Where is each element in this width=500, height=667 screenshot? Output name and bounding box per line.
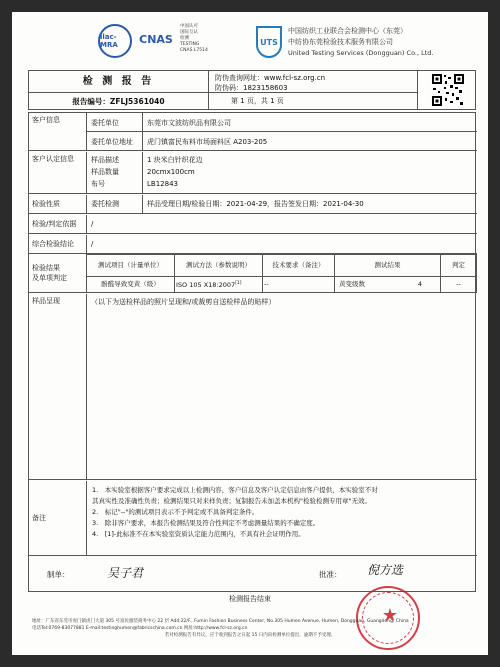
conclusion-label: 综合检验结论 xyxy=(29,235,87,253)
client-address-value: 虎门镇富民布料市场面料区 A203-205 xyxy=(147,138,268,146)
results-label-line: 及单项判定 xyxy=(32,274,67,282)
test-type-label: 检验性质 xyxy=(29,195,87,213)
result-judgement: -- xyxy=(441,277,477,293)
test-type-value: 委托检测 xyxy=(91,200,119,208)
remark-line: 1. 本实验室根据客户要求完成以上检测内容，客户信息及客户认定信息由客户提供，本实验室不对 xyxy=(92,486,378,494)
cnas-text: CNAS xyxy=(139,32,173,46)
signature-area xyxy=(29,557,475,592)
approved-label: 批准： xyxy=(319,570,342,579)
cnas-line: 国际互认 xyxy=(180,30,198,35)
column-divider xyxy=(142,152,143,194)
header-method: 测试方法（参数说明） xyxy=(175,255,263,277)
page-number: 第 1 页，共 1 页 xyxy=(231,97,284,105)
results-table-wrap xyxy=(87,255,477,292)
remark-line: 3. 除非客户要求，本报告检测结果及符合性判定不考虑测量结果的不确定度。 xyxy=(92,519,320,527)
report-footer xyxy=(32,618,468,639)
sample-view-label: 样品呈现 xyxy=(29,294,87,479)
basis-value: / xyxy=(91,220,94,228)
ilac-text: ilac-MRA xyxy=(100,33,118,49)
report-title: 检 测 报 告 xyxy=(82,76,155,87)
remark-line: 2. 标记"--"的测试项目表示不予判定或不具备判定条件。 xyxy=(92,508,259,516)
org-name-en: United Testing Services (Dongguan) Co., Ltd. xyxy=(288,49,434,57)
org-name-cn-2: 中纺协东莞检验技术服务有限公司 xyxy=(288,38,393,46)
qr-cell xyxy=(417,71,477,110)
sample-info-label: 客户认定信息 xyxy=(29,152,87,193)
remarks-label: 备注 xyxy=(29,481,87,555)
sample-qty-label: 样品数量 xyxy=(91,168,119,176)
conclusion-content xyxy=(87,235,477,253)
header-item: 测试项目（计量单位） xyxy=(87,255,175,277)
made-by-signature: 吴子君 xyxy=(107,566,144,580)
header-result: 测试结果 xyxy=(335,255,441,277)
client-row xyxy=(87,113,477,132)
fabric-no-label: 布号 xyxy=(91,180,105,188)
column-divider xyxy=(142,113,143,151)
conclusion-value: / xyxy=(91,240,94,248)
basis-label: 检验/判定依据 xyxy=(29,215,87,233)
remarks-section xyxy=(29,481,477,556)
approved-signature: 倪方选 xyxy=(367,563,404,577)
verify-url: 防伪查询网址：www.fcl-sz.org.cn xyxy=(215,74,326,82)
cnas-line: 检测 xyxy=(180,36,189,41)
cnas-accreditation xyxy=(180,24,220,54)
title-cell xyxy=(29,71,209,93)
footer-contact: 电话Tel:0769-83077881 E-mail:testinghumen@fabricschina.com.cn 网址:http://www.fcl-sz.org.cn xyxy=(32,626,248,631)
sample-qty-value: 20cmx100cm xyxy=(147,168,195,176)
sample-desc-value: 1 块米白针织花边 xyxy=(147,156,203,164)
sample-view-note: （以下为送检样品的照片呈现和/或裁剪自送检样品的贴样） xyxy=(91,298,276,306)
result-method: ISO 105 X18:2007 xyxy=(176,281,236,290)
client-info-content xyxy=(87,113,477,150)
result-value-cell xyxy=(335,277,441,293)
cnas-line: 中国认可 xyxy=(180,24,198,29)
sample-view-content xyxy=(87,294,477,479)
test-dates: 样品受理日期/检验日期：2021-04-29，报告签发日期：2021-04-30 xyxy=(147,200,364,208)
method-footnote: [1] xyxy=(235,280,242,286)
sample-info-section xyxy=(29,152,477,194)
fabric-no-value: LB12843 xyxy=(147,180,178,188)
result-label: 黄变级数 xyxy=(339,280,365,288)
report-header xyxy=(12,12,488,72)
results-label xyxy=(29,255,87,292)
basis-content xyxy=(87,215,477,233)
made-by-label: 制单： xyxy=(47,570,70,579)
remark-line: 4. [1]-此标准不在本实验室资质认定能力范围内，不具有社会证明作用。 xyxy=(92,530,305,538)
results-label-line: 检验结果 xyxy=(32,264,60,272)
remark-line: 其真实性及准确性负责；检测结果只对来样负责；复制报告未加盖本机构"检验检测专用章"无效。 xyxy=(92,497,371,505)
ilac-mra-logo xyxy=(98,24,132,58)
results-section xyxy=(29,255,477,293)
conclusion-section xyxy=(29,235,477,254)
results-table xyxy=(86,254,477,293)
cnas-line: CNAS L7514 xyxy=(180,48,208,53)
basis-section xyxy=(29,215,477,234)
uts-logo-text: UTS xyxy=(260,37,278,47)
result-value: 4 xyxy=(417,280,422,288)
table-row xyxy=(87,277,477,293)
verify-code: 防伪码：1823158603 xyxy=(215,84,288,92)
client-row xyxy=(87,132,477,151)
title-block xyxy=(28,70,476,110)
footer-objection-note: 若对检测报告有异议，应于收到报告之日起 15 日内向检测单位提出，逾期不予受理。 xyxy=(164,633,336,638)
header-judgement: 判定 xyxy=(441,255,477,277)
verify-cell xyxy=(209,71,417,93)
report-body xyxy=(28,112,476,592)
org-name-cn-1: 中国纺织工业联合会检测中心（东莞） xyxy=(288,27,407,35)
uts-logo xyxy=(256,26,282,58)
qr-code-icon xyxy=(431,73,465,107)
client-info-section xyxy=(29,113,477,151)
cnas-logo xyxy=(136,26,176,52)
result-item: 酚醛导致变黄（级） xyxy=(87,277,175,293)
client-name-value: 东莞市文波纺织品有限公司 xyxy=(147,119,231,127)
result-requirement: -- xyxy=(263,277,335,293)
sample-view-section xyxy=(29,294,477,480)
sample-info-content xyxy=(87,152,477,193)
remarks-content xyxy=(87,481,477,555)
sample-desc-label: 样品描述 xyxy=(91,156,119,164)
result-method-cell xyxy=(175,277,263,293)
column-divider xyxy=(142,195,143,214)
client-address-label: 委托单位地址 xyxy=(91,138,133,146)
report-end-text: 检测报告结束 xyxy=(229,595,271,603)
header-requirement: 技术要求（备注） xyxy=(263,255,335,277)
results-header-row xyxy=(87,255,477,277)
test-type-content xyxy=(87,195,477,213)
report-page xyxy=(12,12,488,655)
organization-name xyxy=(288,26,488,59)
test-type-section xyxy=(29,195,477,214)
client-info-label: 客户信息 xyxy=(29,113,87,150)
footer-address: 地址：广东省东莞市虎门镇虎门大道 305 号富民服装商务中心 22 层 Add:22/F., Fumin Fashion Business Center, No.305 Humen Avenue, Humen, Dongguan, Guangdong, China xyxy=(32,619,409,624)
client-name-label: 委托单位 xyxy=(91,119,119,127)
cnas-line: TESTING xyxy=(180,42,200,47)
report-number: 报告编号：ZFLJ5361040 xyxy=(29,93,209,110)
seal-star-icon: ★ xyxy=(381,605,399,626)
